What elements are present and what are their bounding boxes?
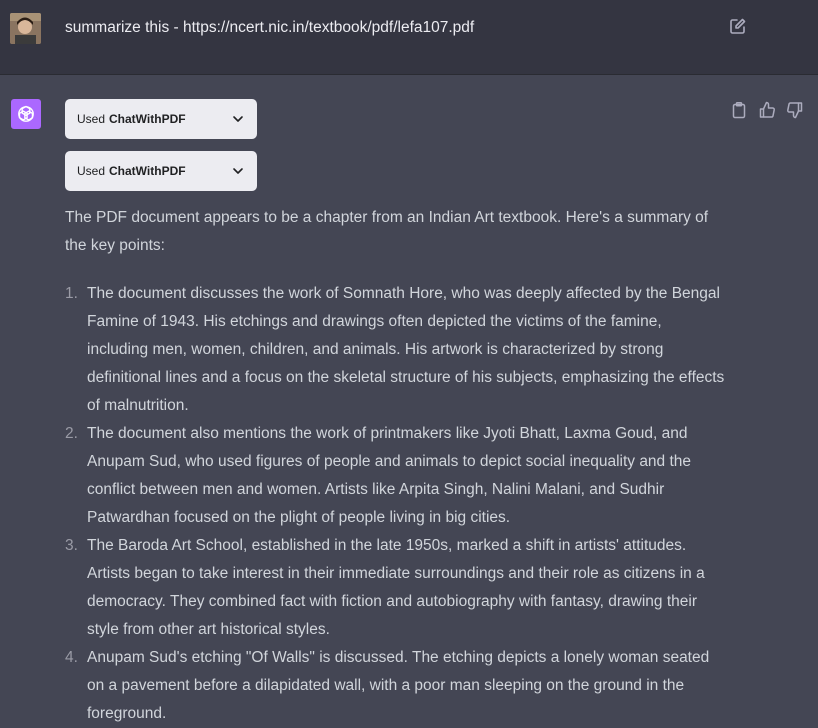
plugin-name: ChatWithPDF (109, 112, 186, 126)
summary-list (65, 280, 725, 728)
chevron-down-icon (231, 112, 245, 126)
plugin-dropdown-chatwithpdf-2[interactable] (65, 151, 257, 191)
edit-icon[interactable] (729, 17, 747, 35)
list-item (65, 280, 725, 420)
list-number: 4. (65, 649, 78, 666)
clipboard-icon[interactable] (730, 101, 748, 119)
assistant-message-row (0, 75, 818, 727)
plugin-name: ChatWithPDF (109, 164, 186, 178)
openai-logo-icon (11, 99, 41, 129)
message-actions (730, 101, 804, 119)
thumbs-down-icon[interactable] (786, 101, 804, 119)
list-number: 2. (65, 425, 78, 442)
plugin-used-label: Used (77, 164, 106, 178)
list-item-text: Anupam Sud's etching "Of Walls" is discussed. The etching depicts a lonely woman seated on a pavement before a dilapidated wall, with a poor man sleeping on the ground in the foreground. (87, 649, 710, 722)
user-avatar (10, 13, 41, 44)
list-item (65, 532, 725, 644)
user-message-row (0, 0, 818, 75)
response-intro: The PDF document appears to be a chapter from an Indian Art textbook. Here's a summary of the key points: (65, 209, 709, 254)
assistant-response (65, 204, 725, 728)
list-item-text: The Baroda Art School, established in the late 1950s, marked a shift in artists' attitudes. Artists began to take interest in their immediate surroundings and their role as citizens in a democracy. They combined fact with fiction and autobiography with fantasy, drawing their style from other art historical styles. (87, 537, 705, 638)
list-item-text: The document also mentions the work of printmakers like Jyoti Bhatt, Laxma Goud, and Anupam Sud, who used figures of people and animals to depict social inequality and the conflict between men and women. Artists like Arpita Singh, Nalini Malani, and Sudhir Patwardhan focused on the plight of people living in big cities. (87, 425, 692, 526)
chevron-down-icon (231, 164, 245, 178)
list-item (65, 644, 725, 728)
plugin-dropdown-chatwithpdf-1[interactable] (65, 99, 257, 139)
list-number: 1. (65, 285, 78, 302)
thumbs-up-icon[interactable] (758, 101, 776, 119)
user-message-text: summarize this - https://ncert.nic.in/textbook/pdf/lefa107.pdf (65, 19, 475, 36)
plugin-used-label: Used (77, 112, 106, 126)
list-number: 3. (65, 537, 78, 554)
list-item-text: The document discusses the work of Somnath Hore, who was deeply affected by the Bengal Famine of 1943. His etchings and drawings often depicted the victims of the famine, including men, women, children, and animals. His artwork is characterized by strong definitional lines and a focus on the skeletal structure of his subjects, emphasizing the effects of malnutrition. (87, 285, 725, 414)
list-item (65, 420, 725, 532)
